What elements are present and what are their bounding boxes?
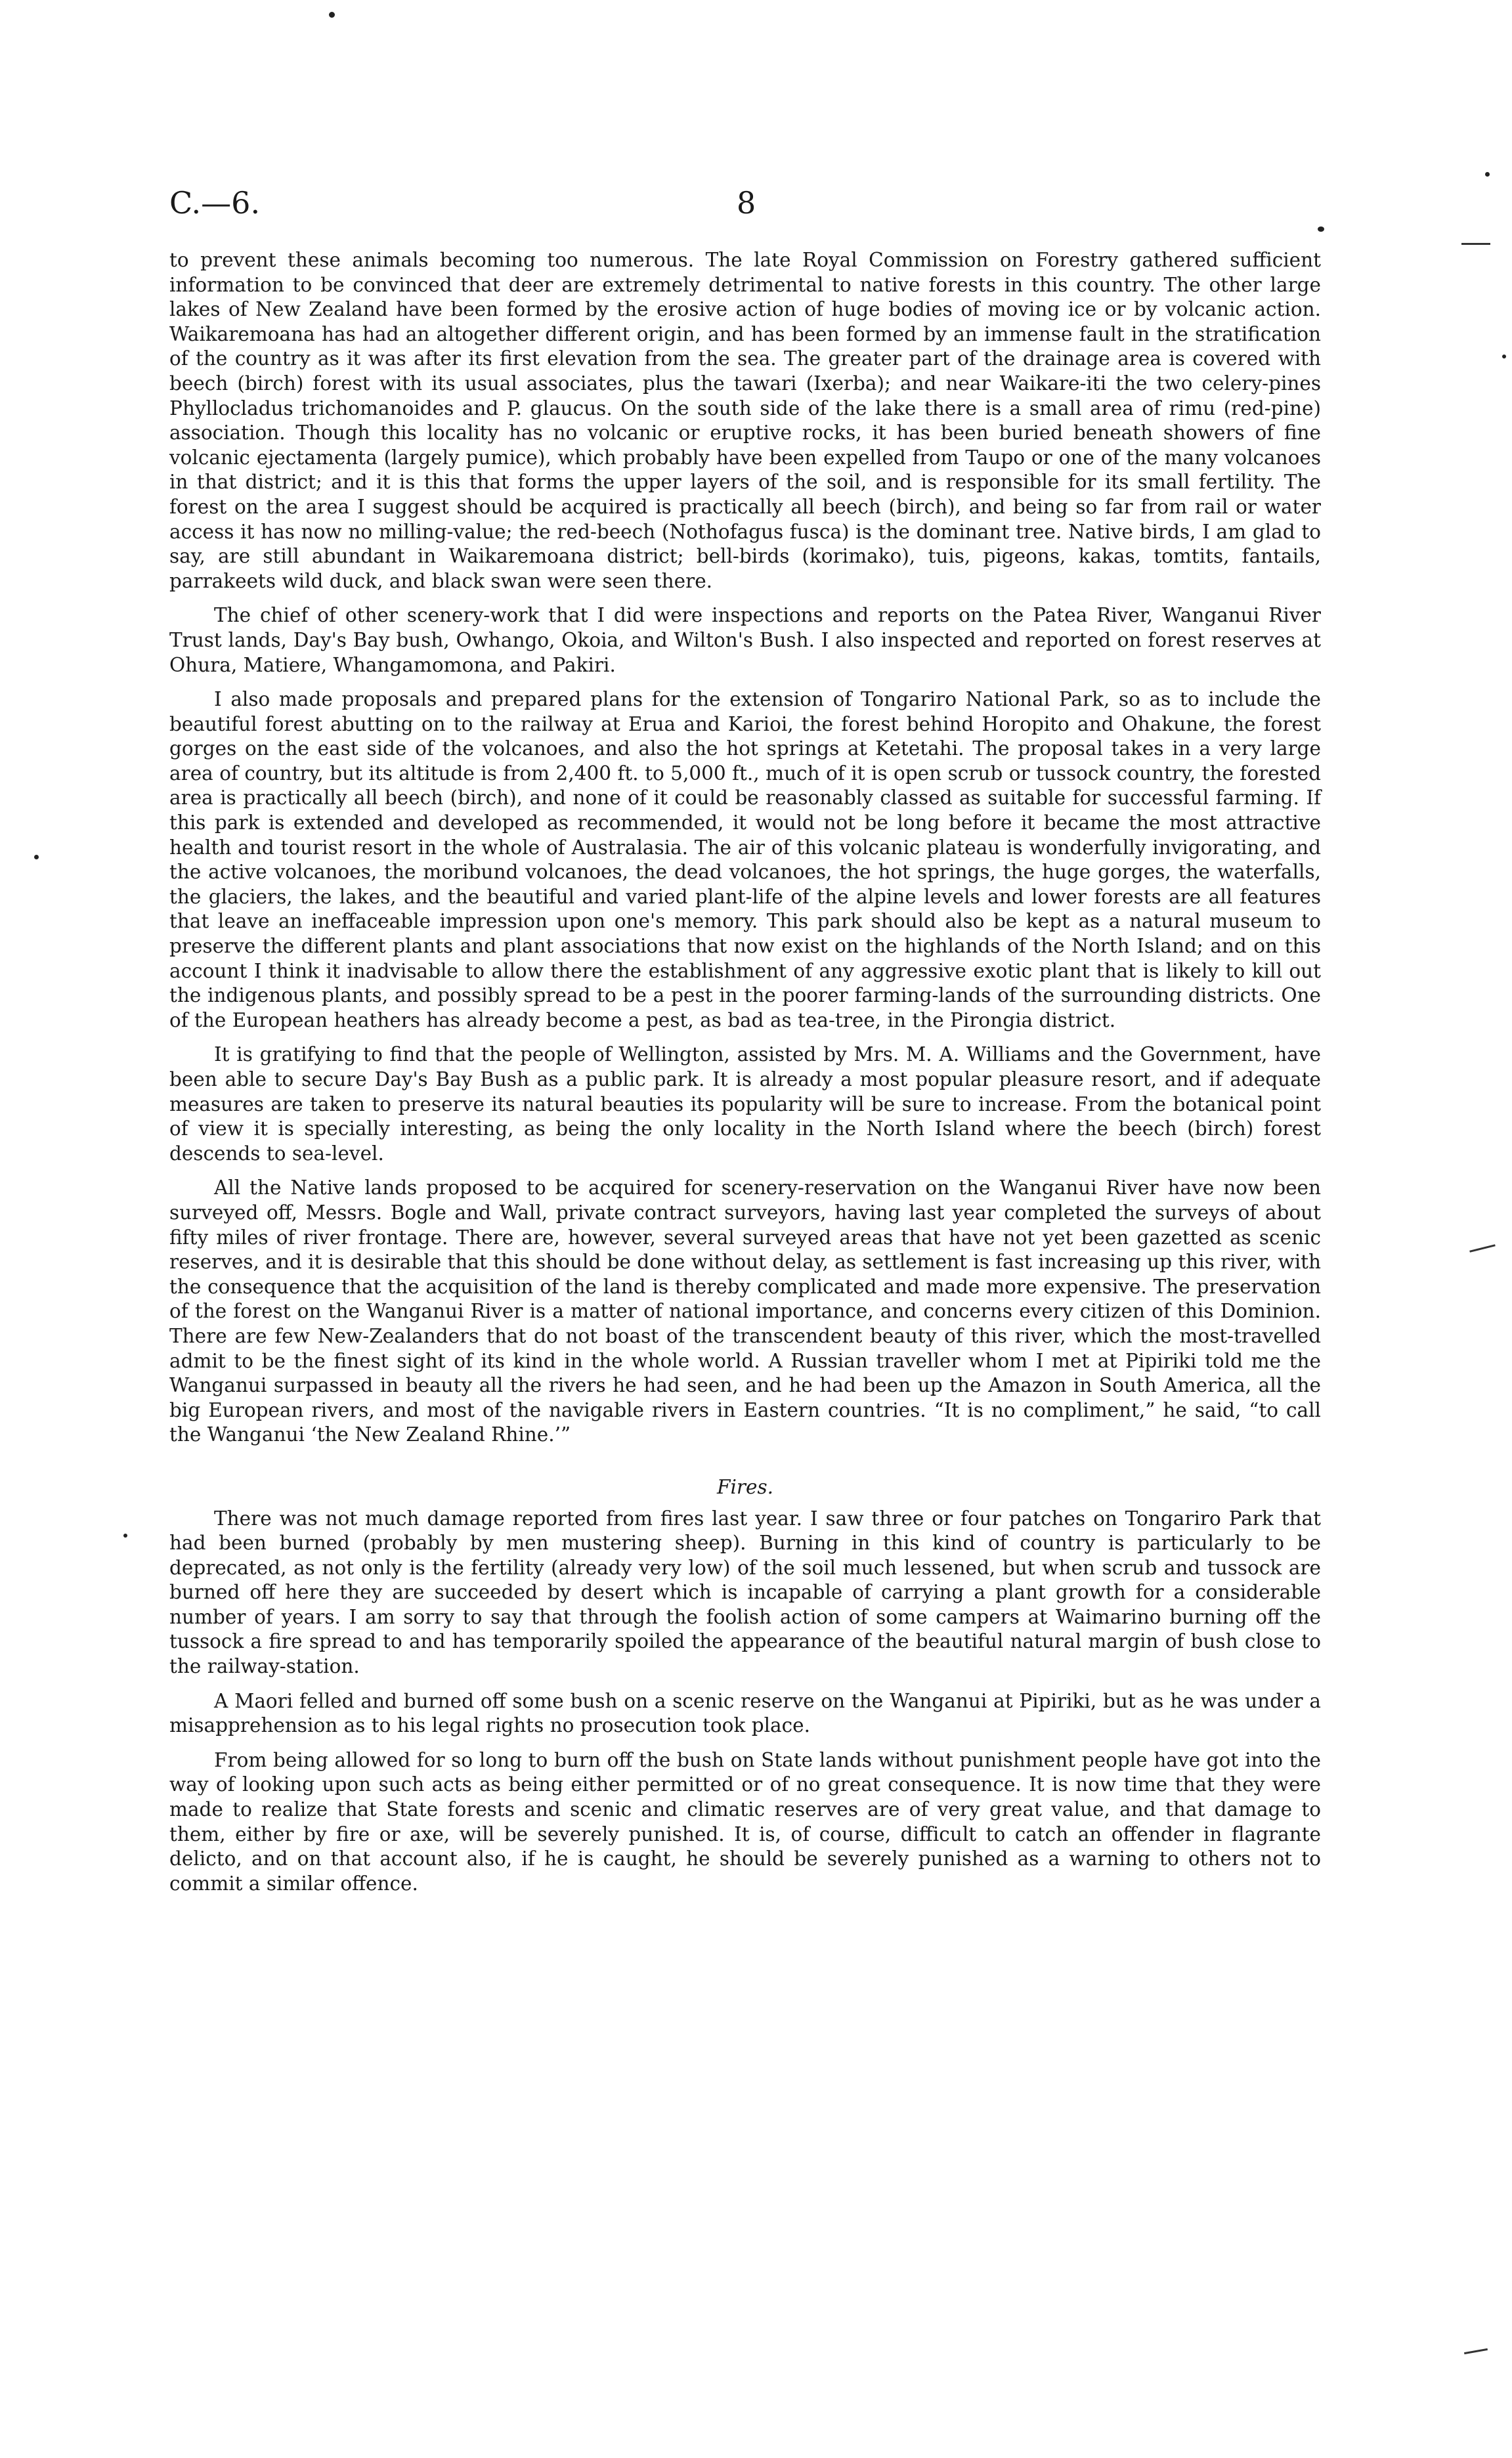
- paragraph: A Maori felled and burned off some bush on a scenic reserve on the Wanganui at Pipiriki, but as he was under a misapprehension as to his legal rights no prosecution took place.: [169, 1689, 1321, 1737]
- margin-mark: [1469, 1244, 1496, 1253]
- section-heading: Fires.: [717, 1475, 773, 1498]
- scan-speck: [34, 855, 39, 859]
- scan-speck: [123, 1534, 127, 1538]
- paragraph: I also made proposals and prepared plans for the extension of Tongariro National Park, so as to include the beautiful forest abutting on to the railway at Erua and Karioi, the forest behind Horopito and Ohakune, the forest gorges on the east side of the volcanoes, and also the hot springs at Ketetahi. The proposal takes in a very large area of country, but its altitude is from 2,400 ft. to 5,000 ft., much of it is open scrub or tussock country, the forested area is practically all beech (birch), and none of it could be reasonably classed as suitable for successful farming. If this park is extended and developed as recommended, it would not be long before it became the most attractive health and tourist resort in the whole of Australasia. The air of this volcanic plateau is wonderfully invigorating, and the active volcanoes, the moribund volcanoes, the dead volcanoes, the hot springs, the huge gorges, the waterfalls, the glaciers, the lakes, and the beautiful and varied plant-life of the alpine levels and lower forests are all features that leave an ineffaceable impression upon one's memory. This park should also be kept as a natural museum to preserve the different plants and plant associations that now exist on the highlands of the North Island; and on this account I think it inadvisable to allow there the establishment of any aggressive exotic plant that is likely to kill out the indigenous plants, and possibly spread to be a pest in the poorer farming-lands of the surrounding districts. One of the European heathers has already become a pest, as bad as tea-tree, in the Pirongia district.: [169, 688, 1321, 1031]
- margin-mark: [1461, 243, 1490, 245]
- paragraph: All the Native lands proposed to be acquired for scenery-reservation on the Wanganui River have now been surveyed off, Messrs. Bogle and Wall, private contract surveyors, having last year completed the surveys of about fifty miles of river frontage. There are, however, several surveyed areas that have not yet been gazetted as scenic reserves, and it is desirable that this should be done without delay, as settlement is fast increasing up this river, with the consequence that the acquisition of the land is thereby complicated and made more expensive. The preservation of the forest on the Wanganui River is a matter of national importance, and concerns every citizen of this Dominion. There are few New-Zealanders that do not boast of the transcendent beauty of this river, which the most-travelled admit to be the finest sight of its kind in the whole world. A Russian traveller whom I met at Pipiriki told me the Wanganui surpassed in beauty all the rivers he had seen, and he had been up the Amazon in South America, all the big European rivers, and most of the navigable rivers in Eastern countries. “It is no compliment,” he said, “to call the Wanganui ‘the New Zealand Rhine.’”: [169, 1176, 1321, 1446]
- paragraph: There was not much damage reported from fires last year. I saw three or four patches on Tongariro Park that had been burned (probably by men mustering sheep). Burning in this kind of country is particularly to be deprecated, as not only is the fertility (already very low) of the soil much lessened, but when scrub and tussock are burned off here they are succeeded by desert which is incapable of carrying a plant growth for a considerable number of years. I am sorry to say that through the foolish action of some campers at Waimarino burning off the tussock a fire spread to and has temporarily spoiled the appearance of the beautiful natural margin of bush close to the railway-station.: [169, 1507, 1321, 1678]
- report-reference: C.—6.: [169, 185, 261, 221]
- paragraph: to prevent these animals becoming too numerous. The late Royal Commission on Forestry gathered sufficient information to be convinced that deer are extremely detrimental to native forests in this country. The other large lakes of New Zealand have been formed by the erosive action of huge bodies of moving ice or by volcanic action. Waikaremoana has had an altogether different origin, and has been formed by an immense fault in the stratification of the country as it was after its first elevation from the sea. The greater part of the drainage area is covered with beech (birch) forest with its usual associates, plus the tawari (Ixerba); and near Waikare-iti the two celery-pines Phyllocladus trichomanoides and P. glaucus. On the south side of the lake there is a small area of rimu (red-pine) association. Though this locality has no volcanic or eruptive rocks, it has been buried beneath showers of fine volcanic ejectamenta (largely pumice), which probably have been expelled from Taupo or one of the many volcanoes in that district; and it is this that forms the upper layers of the soil, and is responsible for its small fertility. The forest on the area I suggest should be acquired is practically all beech (birch), and being so far from rail or water access it has now no milling-value; the red-beech (Nothofagus fusca) is the dominant tree. Native birds, I am glad to say, are still abundant in Waikaremoana district; bell-birds (korimako), tuis, pigeons, kakas, tomtits, fantails, parrakeets wild duck, and black swan were seen there.: [169, 249, 1321, 592]
- page-header: [169, 185, 1318, 225]
- page-number: 8: [737, 185, 756, 221]
- margin-mark: [1464, 2348, 1488, 2354]
- scan-speck: [1485, 172, 1490, 177]
- paragraph: The chief of other scenery-work that I did were inspections and reports on the Patea River, Wanganui River Trust lands, Day's Bay bush, Owhango, Okoia, and Wilton's Bush. I also inspected and reported on forest reserves at Ohura, Matiere, Whangamomona, and Pakiri.: [169, 604, 1321, 676]
- paragraph: From being allowed for so long to burn off the bush on State lands without punishment people have got into the way of looking upon such acts as being either permitted or of no great consequence. It is now time that they were made to realize that State forests and scenic and climatic reserves are of very great value, and that damage to them, either by fire or axe, will be severely punished. It is, of course, difficult to catch an offender in flagrante delicto, and on that account also, if he is caught, he should be severely punished as a warning to others not to commit a similar offence.: [169, 1748, 1321, 1895]
- paragraph: It is gratifying to find that the people of Wellington, assisted by Mrs. M. A. Williams and the Government, have been able to secure Day's Bay Bush as a public park. It is already a most popular pleasure resort, and if adequate measures are taken to preserve its natural beauties its popularity will be sure to increase. From the botanical point of view it is specially interesting, as being the only locality in the North Island where the beech (birch) forest descends to sea-level.: [169, 1043, 1321, 1165]
- scan-speck: [1502, 355, 1506, 358]
- body-text: [169, 248, 1321, 1906]
- scan-speck: [1318, 226, 1324, 232]
- scan-speck: [329, 12, 335, 18]
